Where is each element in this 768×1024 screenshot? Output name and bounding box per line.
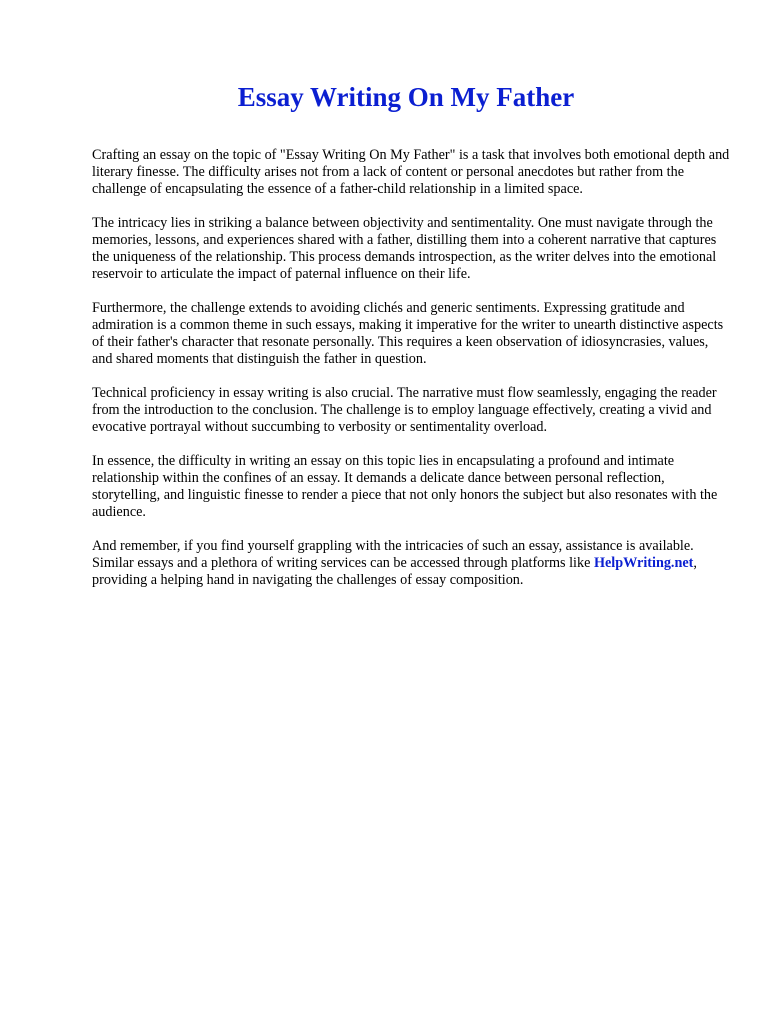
helpwriting-link[interactable]: HelpWriting.net — [593, 555, 694, 571]
paragraph-3: Furthermore, the challenge extends to avoiding clichés and generic sentiments. Expressing gratitude and admiration is a common theme in such essays, making it imperative for the writer to unearth distinctive aspects of their father's character that resonate personally. This requires a keen observation of idiosyncrasies, values, and shared moments that distinguish the father in question. — [92, 300, 724, 367]
closing-text-after-link: , providing a helping hand in navigating the challenges of essay composition. — [92, 555, 697, 588]
paragraph-5: In essence, the difficulty in writing an essay on this topic lies in encapsulating a profound and intimate relationship within the confines of an essay. It demands a delicate dance between personal reflection, storytelling, and linguistic finesse to render a piece that not only honors the subject but also resonates with the audience. — [92, 453, 718, 520]
paragraph-4: Technical proficiency in essay writing is also crucial. The narrative must flow seamlessly, engaging the reader from the introduction to the conclusion. The challenge is to employ language effectively, creating a vivid and evocative portrayal without succumbing to verbosity or sentimentality overload. — [92, 385, 717, 435]
closing-paragraph — [92, 538, 732, 589]
essay-body — [92, 147, 732, 606]
paragraph-2: The intricacy lies in striking a balance between objectivity and sentimentality. One must navigate through the memories, lessons, and experiences shared with a father, distilling them into a coherent narrative that captures the uniqueness of the relationship. This process demands introspection, as the writer delves into the emotional reservoir to articulate the impact of paternal influence on their life. — [92, 215, 717, 282]
page-title: Essay Writing On My Father — [237, 82, 575, 112]
paragraph-1: Crafting an essay on the topic of "Essay Writing On My Father" is a task that involves both emotional depth and literary finesse. The difficulty arises not from a lack of content or personal anecdotes but rather from the challenge of encapsulating the essence of a father-child relationship in a limited space. — [92, 147, 730, 197]
closing-text-before-link: And remember, if you find yourself grappling with the intricacies of such an essay, assistance is available. Similar essays and a plethora of writing services can be accessed through platforms like — [92, 538, 694, 571]
